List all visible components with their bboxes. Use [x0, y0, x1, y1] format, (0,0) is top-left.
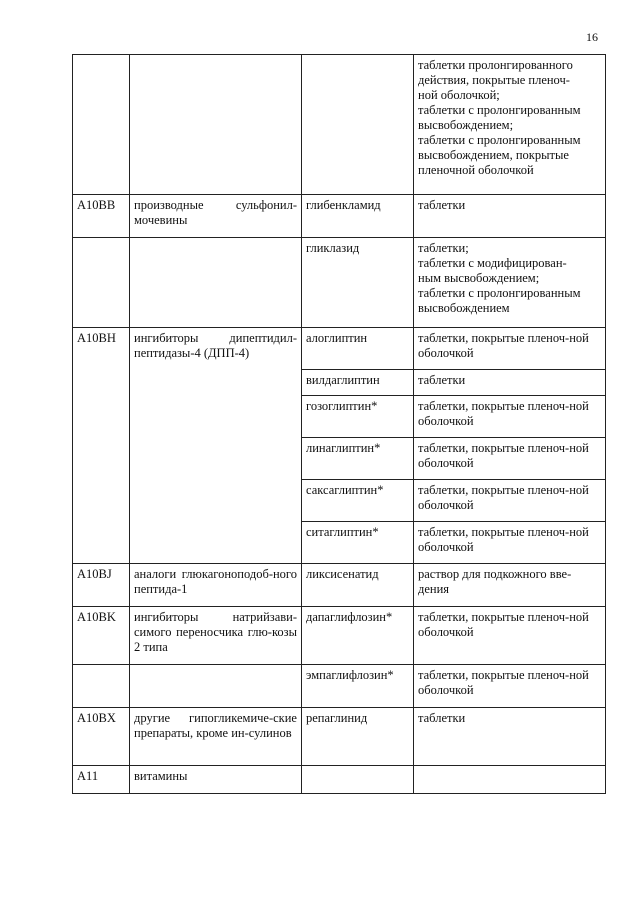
drug-cell	[302, 766, 414, 794]
forms-line: высвобождением	[418, 301, 510, 315]
forms-cell: таблетки, покрытые пленоч-ной оболочкой	[414, 438, 606, 480]
drug-cell: гликлазид	[302, 238, 414, 328]
forms-line: действия, покрытые пленоч-	[418, 73, 570, 87]
forms-line: таблетки с пролонгированным	[418, 103, 581, 117]
drug-cell: ликсисенатид	[302, 564, 414, 607]
forms-line: таблетки с пролонгированным	[418, 286, 581, 300]
drug-cell: линаглиптин*	[302, 438, 414, 480]
table-row	[73, 238, 606, 328]
forms-line: таблетки с пролонгированным	[418, 133, 581, 147]
table-row	[73, 766, 606, 794]
forms-cell: таблетки, покрытые пленоч-ной оболочкой	[414, 522, 606, 564]
group-cell: производные сульфонил-мочевины	[130, 195, 302, 238]
drug-cell: гозоглиптин*	[302, 396, 414, 438]
atc-code-cell	[73, 238, 130, 328]
atc-code-cell: A10BX	[73, 708, 130, 766]
forms-line: таблетки с модифицирован-	[418, 256, 567, 270]
drug-cell: алоглиптин	[302, 328, 414, 370]
page-number: 16	[586, 30, 598, 44]
atc-code-cell	[73, 55, 130, 195]
table-row	[73, 55, 606, 195]
group-cell	[130, 55, 302, 195]
forms-cell: таблетки	[414, 370, 606, 396]
group-cell: аналоги глюкагоноподоб-ного пептида-1	[130, 564, 302, 607]
group-cell	[130, 665, 302, 708]
forms-line: пленочной оболочкой	[418, 163, 534, 177]
atc-code-cell: A10BJ	[73, 564, 130, 607]
group-cell	[130, 238, 302, 328]
forms-line: ным высвобождением;	[418, 271, 540, 285]
table-row	[73, 564, 606, 607]
drug-cell: репаглинид	[302, 708, 414, 766]
group-cell: витамины	[130, 766, 302, 794]
forms-line: ной оболочкой;	[418, 88, 500, 102]
drug-cell: ситаглиптин*	[302, 522, 414, 564]
group-cell: другие гипогликемиче-ские препараты, кроме ин-сулинов	[130, 708, 302, 766]
forms-cell: таблетки	[414, 195, 606, 238]
atc-code-cell: A10BH	[73, 328, 130, 564]
forms-line: таблетки пролонгированного	[418, 58, 573, 72]
forms-cell: таблетки, покрытые пленоч-ной оболочкой	[414, 665, 606, 708]
forms-cell: таблетки	[414, 708, 606, 766]
forms-cell	[414, 766, 606, 794]
forms-line: таблетки;	[418, 241, 469, 255]
atc-code-cell: A11	[73, 766, 130, 794]
group-cell: ингибиторы дипептидил-пептидазы-4 (ДПП-4)	[130, 328, 302, 564]
forms-cell: таблетки, покрытые пленоч-ной оболочкой	[414, 328, 606, 370]
atc-code-cell	[73, 665, 130, 708]
table-row	[73, 328, 606, 370]
forms-cell: таблетки, покрытые пленоч-ной оболочкой	[414, 607, 606, 665]
forms-line: высвобождением;	[418, 118, 514, 132]
table-row	[73, 708, 606, 766]
drug-cell: саксаглиптин*	[302, 480, 414, 522]
drug-cell: эмпаглифлозин*	[302, 665, 414, 708]
table-row	[73, 665, 606, 708]
drug-cell: дапаглифлозин*	[302, 607, 414, 665]
table-row	[73, 195, 606, 238]
forms-cell: раствор для подкожного вве-дения	[414, 564, 606, 607]
drug-cell	[302, 55, 414, 195]
forms-line: высвобождением, покрытые	[418, 148, 569, 162]
drug-cell: глибенкламид	[302, 195, 414, 238]
forms-cell	[414, 55, 606, 195]
forms-cell: таблетки, покрытые пленоч-ной оболочкой	[414, 396, 606, 438]
forms-cell	[414, 238, 606, 328]
table-row	[73, 607, 606, 665]
atc-code-cell: A10BK	[73, 607, 130, 665]
drug-cell: вилдаглиптин	[302, 370, 414, 396]
forms-cell: таблетки, покрытые пленоч-ной оболочкой	[414, 480, 606, 522]
drug-table	[72, 54, 606, 794]
group-cell: ингибиторы натрийзави-симого переносчика глю-козы 2 типа	[130, 607, 302, 665]
atc-code-cell: A10BB	[73, 195, 130, 238]
